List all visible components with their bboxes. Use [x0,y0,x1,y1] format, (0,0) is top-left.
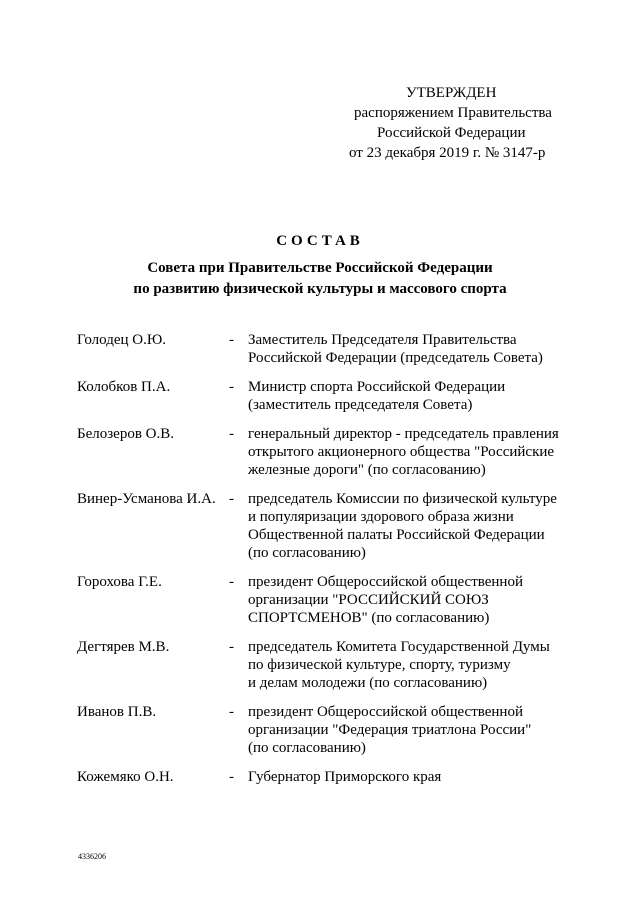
member-dash: - [229,426,234,442]
subtitle-line: Совета при Правительстве Российской Федерации [147,260,493,276]
member-name: Горохова Г.Е. [77,574,162,590]
member-role-line: (заместитель председателя Совета) [248,397,473,413]
member-role-line: организации "РОССИЙСКИЙ СОЮЗ [248,592,489,608]
member-role-line: и делам молодежи (по согласованию) [248,675,488,691]
member-name: Винер-Усманова И.А. [77,491,216,507]
member-role-line: Российской Федерации (председатель Совета) [248,350,543,366]
member-role-line: (по согласованию) [248,545,366,561]
member-role-line: Министр спорта Российской Федерации [248,379,506,395]
member-name: Белозеров О.В. [77,426,175,442]
member-entry [77,331,577,367]
subtitle-line: по развитию физической культуры и массового спорта [133,281,507,297]
member-name: Голодец О.Ю. [77,332,167,348]
approval-heading: УТВЕРЖДЕН [406,85,497,101]
member-role [248,378,577,414]
member-role-line: по физической культуре, спорту, туризму [248,657,511,673]
member-name: Кожемяко О.Н. [77,769,174,785]
member-role [248,638,577,692]
member-role-line: железные дороги" (по согласованию) [248,462,486,478]
member-role [248,425,577,479]
member-dash: - [229,639,234,655]
member-role-line: президент Общероссийской общественной [248,574,523,590]
member-role-line: президент Общероссийской общественной [248,704,523,720]
member-role-line: председатель Комиссии по физической культуре [248,491,557,507]
member-dash: - [229,491,234,507]
member-entry [77,768,577,786]
member-role-line: председатель Комитета Государственной Думы [248,639,550,655]
member-role [248,331,577,367]
member-role-line: Заместитель Председателя Правительства [248,332,517,348]
member-role-line: Губернатор Приморского края [248,769,442,785]
member-name: Колобков П.А. [77,379,171,395]
member-role-line: Общественной палаты Российской Федерации [248,527,545,543]
member-dash: - [229,574,234,590]
member-entry [77,573,577,627]
member-role [248,490,577,562]
member-entry [77,638,577,692]
member-role [248,703,577,757]
member-role-line: организации "Федерация триатлона России" [248,722,532,738]
member-entry [77,490,577,562]
approval-line: распоряжением Правительства [354,105,552,121]
member-role-line: СПОРТСМЕНОВ" (по согласованию) [248,610,490,626]
member-dash: - [229,379,234,395]
document-subtitle [0,258,640,300]
member-dash: - [229,704,234,720]
member-dash: - [229,769,234,785]
member-role-line: генеральный директор - председатель правления [248,426,559,442]
member-entry [77,425,577,479]
member-entry [77,703,577,757]
member-role-line: (по согласованию) [248,740,366,756]
member-name: Иванов П.В. [77,704,157,720]
member-entry [77,378,577,414]
member-dash: - [229,332,234,348]
member-role [248,768,577,786]
members-list [77,331,577,797]
member-name: Дегтярев М.В. [77,639,170,655]
document-code: 4336206 [78,852,106,861]
member-role-line: открытого акционерного общества "Российские [248,444,555,460]
approval-date-number: от 23 декабря 2019 г. № 3147-р [349,145,546,161]
member-role [248,573,577,627]
approval-line: Российской Федерации [377,125,526,141]
member-role-line: и популяризации здорового образа жизни [248,509,514,525]
document-title: СОСТАВ [276,233,364,249]
